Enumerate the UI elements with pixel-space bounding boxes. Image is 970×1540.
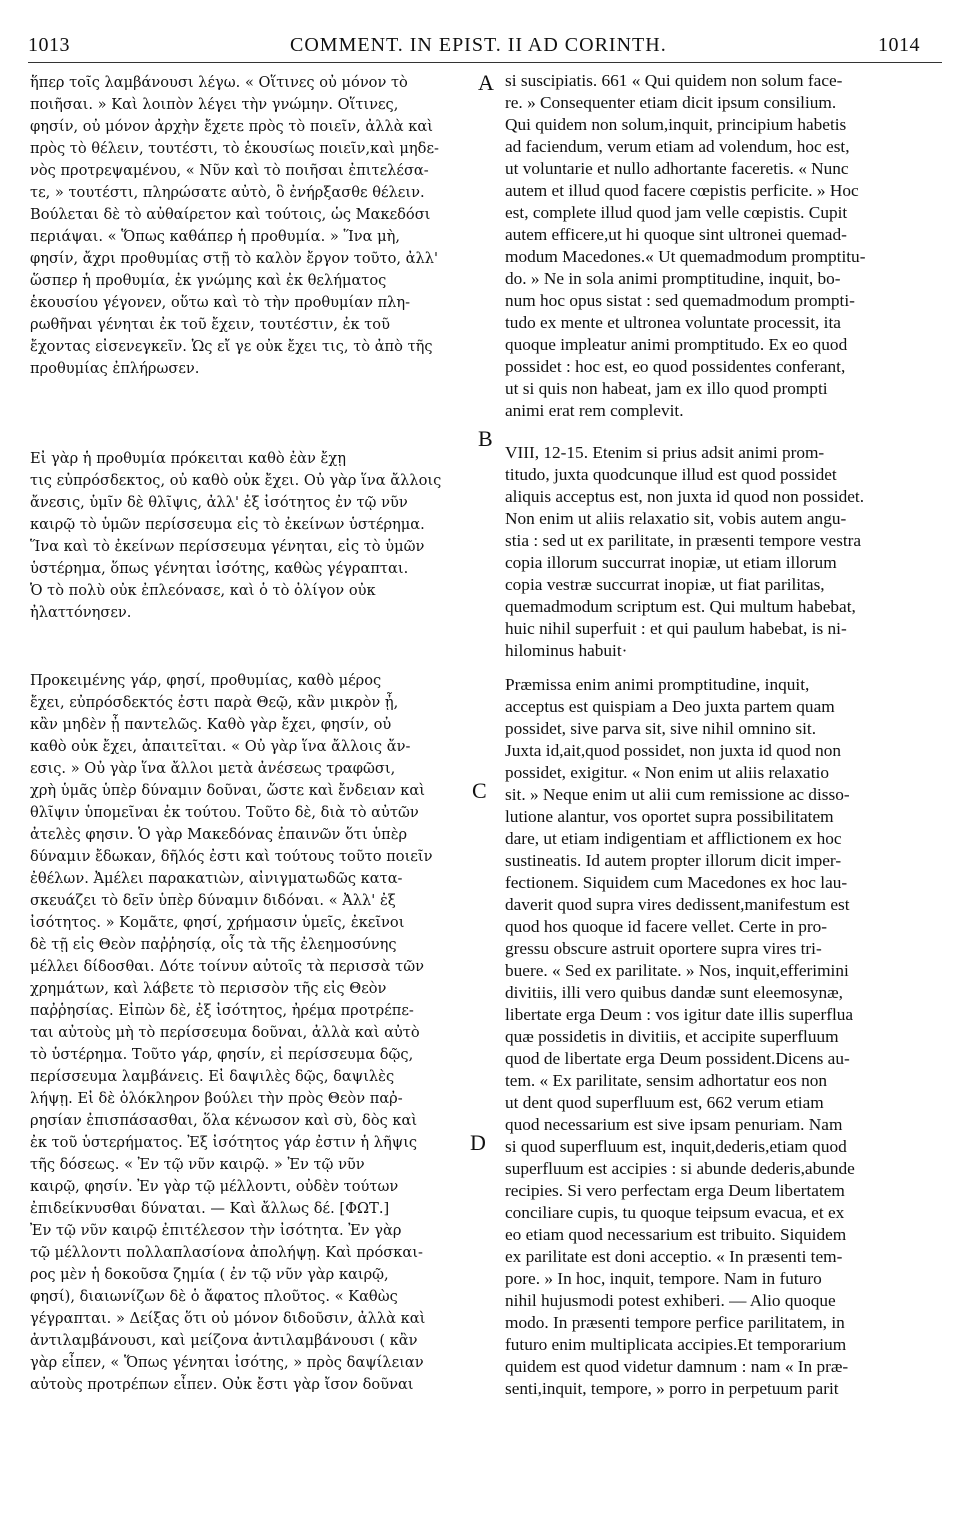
page-number-left: 1013 — [28, 34, 70, 56]
column-marker-c: C — [472, 778, 487, 803]
greek-text-block-1: ἥπερ τοῖς λαμβάνουσι λέγω. « Οἵτινες οὐ μόνον τὸ ποιῆσαι. » Καὶ λοιπὸν λέγει τὴν γνώμην. Οἵτινες, φησίν, οὐ μόνον ἀρχὴν ἔχετε πρὸς τὸ ποιεῖν, ἀλλὰ καὶ πρὸς τὸ θέλειν, τουτέστι, τὸ ἑκουσίως ποιεῖν,καὶ μηδε- νὸς προτρεψαμένου, « Νῦν καὶ τὸ ποιῆσαι ἐπιτελέσα- τε, » τουτέστι, πληρώσατε αὐτὸ, ὃ ἐνήρξασθε θέλειν. Βούλεται δὲ τὸ αὐθαίρετον καὶ τούτοις, ὡς Μακεδόσι περιάψαι. « Ὅπως καθάπερ ἡ προθυμία. » Ἵνα μὴ, φησίν, ἄχρι προθυμίας στῇ τὸ καλὸν ἔργον τοῦτο, ἀλλ' ὥσπερ ἡ προθυμία, ἐκ γνώμης καὶ ἐκ θελήματος ἑκουσίου γέγονεν, οὕτω καὶ τὸ τὴν προθυμίαν πλη- ρωθῆναι γένηται ἐκ τοῦ ἔχειν, τουτέστιν, ἐκ τοῦ ἔχοντας εἰσενεγκεῖν. Ὡς εἴ γε οὐκ ἔχει τις, τὸ ἀπὸ τῆς προθυμίας ἐπλήρωσεν. — [30, 74, 439, 377]
column-marker-a: A — [478, 70, 494, 95]
column-marker-b: B — [478, 426, 493, 451]
page-number-right: 1014 — [878, 34, 920, 56]
latin-text-block-2: VIII, 12-15. Etenim si prius adsit animi prom- titudo, juxta quodcunque illud est quod possidet aliquis acceptus est, non juxta id quod non possidet. Non enim ut aliis relaxatio sit, vobis autem angu- stia : sed ut ex parilitate, in præsenti tempore vestra copia illorum succurrat inopiæ, ut etiam illorum copia vestræ succurrat inopiæ, ut fiat parilitas, quemadmodum scriptum est. Qui multum habebat, huic nihil superfuit : et qui paulum habebat, is ni- hilominus habuit· — [505, 443, 865, 660]
latin-text-block-3: Præmissa enim animi promptitudine, inquit, acceptus est quispiam a Deo juxta partem quam possidet, sive parva sit, sive nihil omnino sit. Juxta id,ait,quod possidet, non juxta id quod non possidet, exigitur. « Non enim ut aliis relaxatio sit. » Neque enim ut alii cum remissione ac disso- lutione alantur, vos oportet supra possibilitatem dare, ut etiam indigentiam et afflictionem ex hoc sustineatis. Id autem propter illorum dicit imper- fectionem. Siquidem cum Macedones ex hoc lau- daverit quod supra vires dedissent,manifestum est quod hos quoque id facere vellet. Certe in pro- gressu obscure astruit oportere supra vires tri- buere. « Sed ex parilitate. » Nos, inquit,efferimini divitiis, illi vero quibus dandæ sunt eleemosynæ, libertate erga Deum : vos igitur date illis superflua quæ possidetis in divitiis, et accipite superfluum quod de libertate erga Deum possident.Dicens au- tem. « Ex parilitate, sensim adhortatur eos non ut dent quod superfluum est, 662 verum etiam quod necessarium est sive ipsam penuriam. Nam si quod superfluum est, inquit,dederis,etiam quod superfluum est accipies : si abunde dederis,abunde recipies. Si vero perfectam erga Deum libertatem conciliare cupis, tu quoque teipsum evacua, et ex eo etiam quod necessarium est tribuito. Siquidem ex parilitate est doni acceptio. « In præsenti tem- pore. » In hoc, inquit, tempore. Nam in futuro nihil hujusmodi potest exhiberi. — Alio quoque modo. In præsenti tempore perfice parilitatem, in futuro enim multiplicata accipies.Et temporarium quidem est quod videtur damnum : nam « In præ- senti,inquit, tempore, » porro in perpetuum parit — [505, 675, 855, 1398]
column-marker-d: D — [470, 1130, 486, 1155]
greek-text-block-3: Προκειμένης γάρ, φησί, προθυμίας, καθὸ μέρος ἔχει, εὐπρόσδεκτός ἐστι παρὰ Θεῷ, κἂν μικρὸν ᾖ, κἂν μηδὲν ᾖ παντελῶς. Καθὸ γὰρ ἔχει, φησίν, οὐ καθὸ οὐκ ἔχει, ἀπαιτεῖται. « Οὐ γὰρ ἵνα ἄλλοις ἄν- εσις. » Οὐ γὰρ ἵνα ἄλλοι μετὰ ἀνέσεως τραφῶσι, χρὴ ὑμᾶς ὑπὲρ δύναμιν δοῦναι, ὥστε καὶ ἔνδειαν καὶ θλῖψιν ὑπομεῖναι ἐκ τούτου. Τοῦτο δὲ, διὰ τὸ αὐτῶν ἀτελὲς φησιν. Ὁ γὰρ Μακεδόνας ἐπαινῶν ὅτι ὑπὲρ δύναμιν ἔδωκαν, δῆλός ἐστι καὶ τούτους τοῦτο ποιεῖν ἐθέλων. Ἀμέλει παρακατιὼν, αἰνιγματωδῶς κατα- σκευάζει τὸ δεῖν ὑπὲρ δύναμιν διδόναι. « Ἀλλ' ἐξ ἰσότητος. » Κομᾶτε, φησί, χρήμασιν ὑμεῖς, ἐκεῖνοι δὲ τῇ εἰς Θεὸν παῤῥησίᾳ, οἷς τὰ τῆς ἐλεημοσύνης μέλλει δίδοσθαι. Δότε τοίνυν αὐτοῖς τὰ περισσὰ τῶν χρημάτων, καὶ λάβετε τὸ περισσὸν τῆς εἰς Θεὸν παῤῥησίας. Εἰπὼν δὲ, ἐξ ἰσότητος, ἠρέμα προτρέπε- ται αὐτοὺς μὴ τὸ περίσσευμα δοῦναι, ἀλλὰ καὶ αὐτὸ τὸ ὑστέρημα. Τοῦτο γάρ, φησίν, εἰ περίσσευμα δῷς, περίσσευμα λαμβάνεις. Εἰ δαψιλὲς δῷς, δαψιλὲς λήψῃ. Εἰ δὲ ὁλόκληρον βούλει τὴν πρὸς Θεὸν παῤ- ρησίαν ἐπισπάσασθαι, ὅλα κένωσον καὶ σὺ, δὸς καὶ ἐκ τοῦ ὑστερήματος. Ἐξ ἰσότητος γάρ ἐστιν ἡ λῆψις τῆς δόσεως. « Ἐν τῷ νῦν καιρῷ. » Ἐν τῷ νῦν καιρῷ, φησίν. Ἐν γὰρ τῷ μέλλοντι, οὐδὲν τούτων ἐπιδείκνυσθαι δύναται. — Καὶ ἄλλως δέ. [ΦΩΤ.] Ἐν τῷ νῦν καιρῷ ἐπιτέλεσον τὴν ἰσότητα. Ἐν γὰρ τῷ μέλλοντι πολλαπλασίονα ἀπολήψῃ. Καὶ πρόσκαι- ρος μὲν ἡ δοκοῦσα ζημία ( ἐν τῷ νῦν γὰρ καιρῷ, φησί), διαιωνίζων δὲ ὁ ἄφατος πλοῦτος. « Καθὼς γέγραπται. » Δείξας ὅτι οὐ μόνον διδοῦσιν, ἀλλὰ καὶ ἀντιλαμβάνουσι, καὶ μείζονα ἀντιλαμβάνουσι ( κἂν γὰρ εἶπεν, « Ὅπως γένηται ἰσότης, » πρὸς δαψίλειαν αὐτοὺς προτρέπων εἶπεν. Οὐκ ἔστι γὰρ ἴσον δοῦναι — [30, 672, 433, 1393]
latin-text-block-1: si suscipiatis. 661 « Qui quidem non solum face- re. » Consequenter etiam dicit ipsum consilium. Qui quidem non solum,inquit, principium habetis ad faciendum, verum etiam ad volendum, hoc est, ut voluntarie et nullo adhortante faceretis. « Nunc autem et illud quod facere cœpistis perficite. » Hoc est, complete illud quod jam velle cœpistis. Cupit autem efficere,ut hi quoque sint ultronei quemad- modum Macedones.« Ut quemadmodum promptitu- do. » Ne in sola animi promptitudine, inquit, bo- num hoc opus sistat : sed quemadmodum prompti- tudo ex mente et ultronea voluntate processit, ita quoque impleatur animi promptitudo. Ex eo quod possidet : hoc est, eo quod possidentes conferant, ut si quis non habeat, jam ex illo quod prompti animi erat rem complevit. — [505, 71, 866, 420]
running-header — [0, 34, 970, 60]
header-rule — [28, 62, 942, 63]
running-title: COMMENT. IN EPIST. II AD CORINTH. — [290, 34, 667, 56]
greek-text-block-2: Εἰ γὰρ ἡ προθυμία πρόκειται καθὸ ἐὰν ἔχῃ τις εὐπρόσδεκτος, οὐ καθὸ οὐκ ἔχει. Οὐ γὰρ ἵνα ἄλλοις ἄνεσις, ὑμῖν δὲ θλῖψις, ἀλλ' ἐξ ἰσότητος ἐν τῷ νῦν καιρῷ τὸ ὑμῶν περίσσευμα εἰς τὸ ἐκείνων ὑστέρημα. Ἵνα καὶ τὸ ἐκείνων περίσσευμα γένηται, εἰς τὸ ὑμῶν ὑστέρημα, ὅπως γένηται ἰσότης, καθὼς γέγραπται. Ὁ τὸ πολὺ οὐκ ἐπλεόνασε, καὶ ὁ τὸ ὀλίγον οὐκ ἠλαττόνησεν. — [30, 450, 442, 621]
